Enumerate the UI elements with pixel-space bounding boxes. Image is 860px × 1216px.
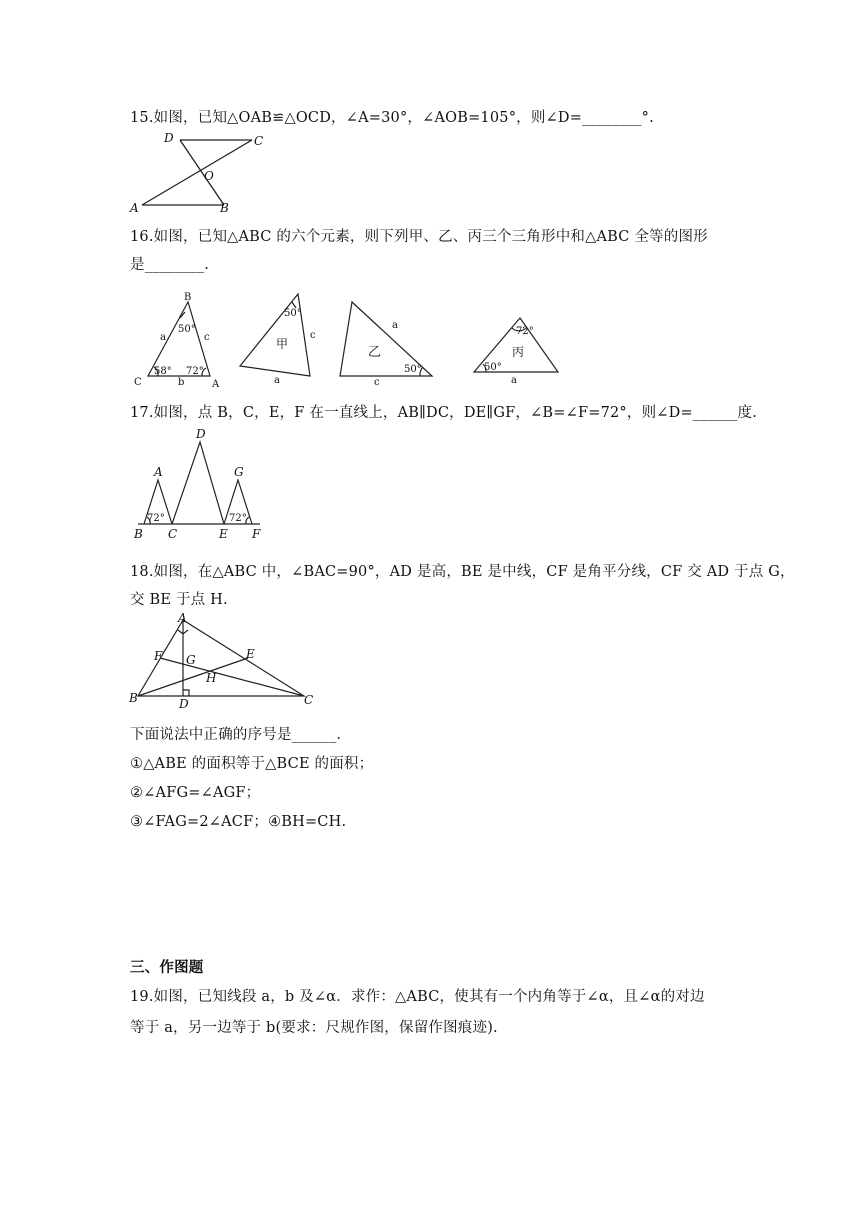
q15-label-b: B xyxy=(220,201,229,215)
q18-label-g: G xyxy=(186,653,196,667)
q18-figure xyxy=(128,612,314,712)
q18-label-c: C xyxy=(304,693,314,707)
q16-jia-side-a: a xyxy=(274,375,280,386)
q18-text-line1: 18.如图，在△ABC 中，∠BAC=90°，AD 是高，BE 是中线，CF 是角平分线，CF 交 AD 于点 G， xyxy=(130,564,795,580)
q19-text-line2: 等于 a，另一边等于 b(要求：尺规作图，保留作图痕迹). xyxy=(130,1020,498,1036)
q16-abc-side-c: c xyxy=(204,332,210,343)
q18-option-2: ②∠AFG=∠AGF； xyxy=(130,785,261,801)
q16-abc-side-a: a xyxy=(160,332,166,343)
q18-label-e: E xyxy=(246,647,255,661)
q17-figure xyxy=(128,426,268,542)
q16-jia-angle: 50° xyxy=(284,308,302,319)
q19-text-line1: 19.如图，已知线段 a，b 及∠α．求作：△ABC，使其有一个内角等于∠α，且∠α的对边 xyxy=(130,989,705,1005)
q15-figure xyxy=(126,128,266,216)
q18-label-d: D xyxy=(179,697,189,711)
q15-text: 15.如图，已知△OAB≌△OCD，∠A=30°，∠AOB=105°，则∠D=________°. xyxy=(130,110,654,126)
q16-jia-side-c: c xyxy=(310,330,316,341)
q18-option-3-4: ③∠FAG=2∠ACF；④BH=CH. xyxy=(130,814,347,830)
q18-label-f: F xyxy=(154,649,163,663)
q16-yi-side-c: c xyxy=(374,377,380,388)
q17-label-b: B xyxy=(134,527,143,541)
q16-figure xyxy=(128,288,568,392)
q15-label-a: A xyxy=(130,201,139,215)
q16-bing-angle-top: 72° xyxy=(516,326,534,337)
q15-label-o: O xyxy=(204,169,214,183)
q16-abc-angle-b: 50° xyxy=(178,324,196,335)
q15-label-d: D xyxy=(164,131,174,145)
q17-angle-f: 72° xyxy=(229,513,247,524)
q16-bing-side-a: a xyxy=(511,375,517,386)
q17-label-e: E xyxy=(219,527,228,541)
q16-text-line1: 16.如图，已知△ABC 的六个元素，则下列甲、乙、丙三个三角形中和△ABC 全等的图形 xyxy=(130,229,708,245)
q17-label-a: A xyxy=(154,465,163,479)
q17-text: 17.如图，点 B，C，E，F 在一直线上，AB∥DC，DE∥GF，∠B=∠F=72°，则∠D=______度. xyxy=(130,405,758,421)
q17-angle-b: 72° xyxy=(147,513,165,524)
q18-label-b: B xyxy=(129,691,138,705)
q18-question: 下面说法中正确的序号是______. xyxy=(130,727,342,743)
q16-abc-b: B xyxy=(184,292,192,303)
q16-abc-angle-a: 72° xyxy=(186,366,204,377)
q16-bing-angle-left: 50° xyxy=(484,362,502,373)
q17-label-c: C xyxy=(168,527,178,541)
q18-text-line2: 交 BE 于点 H. xyxy=(130,592,228,608)
q16-abc-angle-c: 58° xyxy=(154,366,172,377)
q17-label-f: F xyxy=(252,527,261,541)
q18-label-h: H xyxy=(206,671,217,685)
q15-label-c: C xyxy=(254,134,264,148)
q16-yi-name: 乙 xyxy=(368,345,382,360)
q16-yi-angle: 50° xyxy=(404,364,422,375)
q17-label-d: D xyxy=(196,427,206,441)
q16-bing-name: 丙 xyxy=(512,345,525,359)
q16-text-line2: 是________. xyxy=(130,257,210,273)
q16-abc-c: C xyxy=(134,377,142,388)
q16-abc-side-b: b xyxy=(178,377,185,388)
q18-label-a: A xyxy=(178,612,187,625)
section-heading: 三、作图题 xyxy=(130,960,204,976)
q16-yi-side-a: a xyxy=(392,320,398,331)
q16-jia-name: 甲 xyxy=(276,337,289,351)
q16-abc-a: A xyxy=(212,379,220,390)
q18-option-1: ①△ABE 的面积等于△BCE 的面积； xyxy=(130,756,374,772)
q17-label-g: G xyxy=(234,465,244,479)
